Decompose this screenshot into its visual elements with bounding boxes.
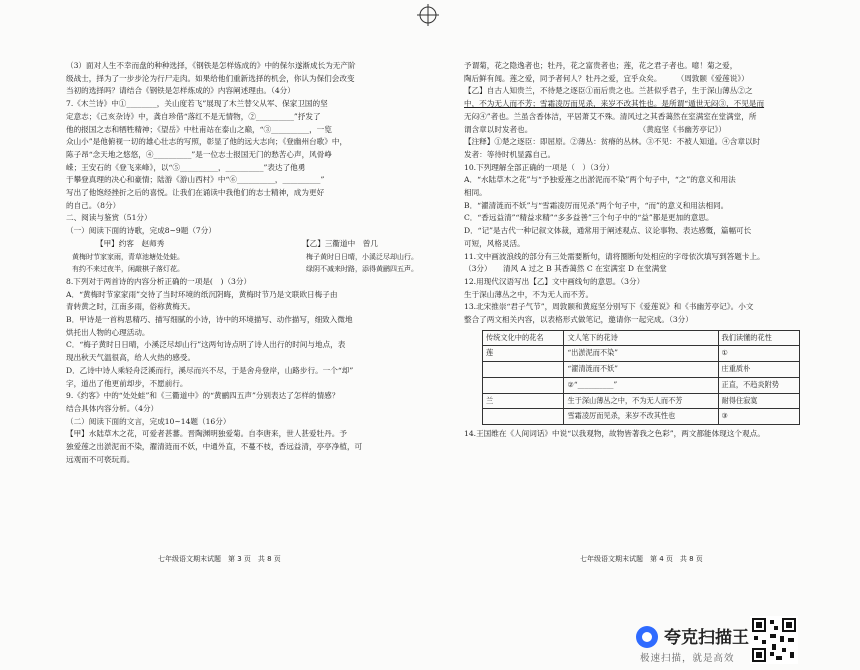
left-lines-block (66, 60, 418, 238)
poem-line: 梅子黄时日日晴，小溪泛尽却山行。 (306, 252, 418, 261)
poem-line: 有约不来过夜半，闲敲棋子落灯花。 (72, 265, 184, 274)
annotation-text: 发者：等待时机显露自己。 (464, 149, 556, 159)
table-cell: 生于深山薄丛之中，不为无人而不芳 (564, 393, 718, 409)
answer-text: 生于深山薄丛之中，不为无人而不芳。 (464, 289, 594, 299)
classical-text: 独爱莲之出淤泥而不染，濯清涟而不妖，中通外直，不蔓不枝，香远益清，亭亭净植，可 (66, 442, 363, 452)
scanner-watermark (636, 619, 860, 667)
poem-title-a: 【甲】约客 赵师秀 (96, 238, 165, 248)
text-line: 写出了他饱经挫折之后的喜悦。让我们在诵读中我他们的志士精神，成为更好 (66, 188, 325, 198)
table-cell: ③ (718, 409, 799, 425)
classical-text: 陶后鲜有闻。莲之爱，同予者何人？牡丹之爱，宜乎众矣。 （周敦颐《爱莲说》） (464, 73, 749, 83)
text-line: 陈子昂“念天地之悠悠，④__________”是一位志士报国无门的愁苦心声，风骨峥 (66, 149, 332, 159)
question-text: 13.北宋推崇“君子气节”，周敦颐和黄庭坚分别写下《爱莲说》和《书幽芳亭记》。小文 (464, 302, 754, 312)
poem-row (66, 251, 418, 264)
text-line: 嵘；王安石的《登飞来峰》，以“⑤__________，__________”表达了他勇 (66, 162, 306, 172)
section-heading: 二、阅读与鉴赏（51分） (66, 213, 152, 223)
poem-title-b: 【乙】三衢道中 曾几 (302, 238, 378, 248)
table-cell: ②“__________” (564, 377, 718, 393)
table-row (483, 393, 800, 409)
table-cell: “濯清涟而不妖” (564, 362, 718, 378)
option-text: D．乙诗中诗人乘轻舟泛溪而行，溪尽而兴不尽，于是舍舟登岸，山路步行。一个“却” (66, 365, 354, 375)
question-text: 结合具体内容分析。（4分） (66, 403, 159, 413)
option-text: 可短，风格灵活。 (464, 238, 525, 248)
question-text: 11.文中画波浪线的部分有三处需要断句，请将圈断句处相应的字母依次填写到答题卡上。 (464, 251, 765, 261)
answer-text: （3分） 清风 A 过之 B 其香蔼然 C 在室满室 D 在堂满堂 (464, 264, 667, 274)
right-lines-block (464, 60, 806, 327)
flower-notes-table (482, 330, 800, 425)
option-text: 现出秋天气温很高，给人火热的感受。 (66, 353, 196, 363)
poem-row (66, 263, 418, 276)
option-text: 字，道出了他更前却步，不愿前行。 (66, 378, 188, 388)
table-cell: 耐得住寂寞 (718, 393, 799, 409)
qr-code-icon (750, 616, 798, 664)
text-line: 定意志；《己亥杂诗》中，龚自珍借“落红不是无情物，②__________”抒发了 (66, 111, 321, 121)
subsection-heading: （一）阅读下面的诗歌，完成8~9题（7分） (66, 226, 216, 236)
option-text: B．甲诗是一首构思精巧、描写细腻的小诗，诗中的环境描写、动作描写，细致入微地 (66, 315, 353, 325)
table-cell: ① (718, 346, 799, 362)
option-text: 相同。 (464, 188, 487, 198)
table-cell: “出淤泥而不染” (564, 346, 718, 362)
table-row (483, 409, 800, 425)
poem-line: 黄梅时节家家雨，青草池塘处处蛙。 (72, 252, 184, 261)
text-line: 于攀登真理的决心和豪情；陆游《游山西村》中“⑥__________，__________” (66, 175, 325, 185)
option-text: C．“梅子黄时日日晴，小溪泛尽却山行”这两句诗点明了诗人出行的时间与地点，表 (66, 340, 346, 350)
table-header-cell: 传统文化中的花名 (483, 330, 564, 346)
left-page-footer: 七年级语文期末试题 第 3 页 共 8 页 (158, 555, 281, 563)
option-text: D．“记”是古代一种记叙文体裁，通常用于阐述观点、议论事物、表达感慨，篇幅可长 (464, 226, 752, 236)
table-cell (483, 377, 564, 393)
subsection-heading: （二）阅读下面的文言，完成10~14题（16分） (66, 416, 231, 426)
classical-text: 【甲】水陆草木之花，可爱者甚蕃。晋陶渊明独爱菊。自李唐来，世人甚爱牡丹。予 (66, 429, 347, 439)
watermark-slogan: 极速扫描，就是高效 (640, 653, 735, 664)
right-page (464, 60, 806, 441)
text-line: 的自己。（8分） (66, 200, 121, 210)
table-row (483, 377, 800, 393)
annotation-text: 【注释】①楚之逐臣：即屈原。②薄丛：贫瘠的丛林。③不见：不被人知道。④含章以时 (464, 137, 761, 147)
table-cell: 庄重质朴 (718, 362, 799, 378)
right-page-footer: 七年级语文期末试题 第 4 页 共 8 页 (580, 555, 703, 563)
classical-text: 无闷④”者也。兰虽含香体洁，平居萧艾不殊。清风过之其香蔼然在室满室在堂满堂，所 (464, 111, 757, 121)
table-cell: 莲 (483, 346, 564, 362)
table-row (483, 362, 800, 378)
text-line: 级战士，择为了一步步沦为行尸走肉。如果给他们重新选择的机会，你认为保们会改变 (66, 73, 355, 83)
question-text: 10.下列理解全部正确的一项是（ ）（3分） (464, 162, 614, 172)
poem-line: 绿阴不减来时路，添得黄鹂四五声。 (306, 265, 418, 274)
text-line: 众山小”是他俯视一切的雄心壮志的写照，彰显了他的远大志向；《登幽州台歌》中， (66, 137, 348, 147)
text-line: 7.《木兰诗》中①________，关山度若飞”展现了木兰替父从军、保家卫国的坚 (66, 99, 328, 109)
option-text: 烘托出人物的心理活动。 (66, 327, 150, 337)
classical-text: 谓含章以时发者也。 （黄庭坚《书幽芳亭记》） (464, 124, 726, 134)
question-text: 整合了两文相关内容，以表格形式做笔记，邀请你一起完成。（3分） (464, 315, 693, 325)
classical-text: 远观而不可亵玩焉。 (66, 454, 135, 464)
question-text: 9.《约客》中的“处处蛙”和《三衢道中》的“黄鹂四五声”分别表达了怎样的情感？ (66, 391, 340, 401)
table-header-cell: 文人笔下的花诗 (564, 330, 718, 346)
table-cell: 雪霜凌厉而见杀，来岁不改其性也 (564, 409, 718, 425)
question-text: 8.下列对于两首诗的内容分析正确的一项是( )（3分） (66, 276, 252, 286)
table-header-row (483, 330, 800, 346)
text-line: 他的报国之志和牺牲精神；《望岳》中杜甫站在泰山之巅，“③__________，一览 (66, 124, 332, 134)
option-text: B．“濯清涟而不妖”与“雪霜凌厉而见杀”两个句子中，“而”的意义和用法相同。 (464, 200, 729, 210)
table-cell (483, 362, 564, 378)
watermark-brand: 夸克扫描王 (664, 628, 749, 648)
classical-text: 中，不为无人而不芳；雪霜凌厉而见杀，来岁不改其性也。是所谓“遁世无闷③，不见是而 (464, 99, 765, 109)
question-text: 14.王国维在《人间词话》中说“以我观物，故物皆著我之色彩”，两文都能体现这个观点。 (464, 428, 765, 438)
question-text: 12.用现代汉语写出【乙】文中画线句的意思。（3分） (464, 276, 645, 286)
classical-text: 【乙】自古人知贵兰，不待楚之逐臣①而后贵之也。兰甚似乎君子，生于深山薄丛②之 (464, 86, 753, 96)
text-line: 当初的选择吗？请结合《钢铁是怎样炼成的》内容阐述理由。（4分） (66, 86, 295, 96)
table-cell (483, 409, 564, 425)
scanner-logo-icon (636, 626, 658, 648)
poem-titles (66, 238, 418, 251)
table-cell: 兰 (483, 393, 564, 409)
text-line: （3）面对人生不幸而盘的种种选择，《钢铁是怎样炼成的》中的保尔遂渐成长为无产阶 (66, 61, 356, 70)
left-lines2-block (66, 276, 418, 467)
table-row (483, 346, 800, 362)
option-text: A．“水陆草木之花”与“予独爱莲之出淤泥而不染”两个句子中，“之”的意义和用法 (464, 175, 736, 185)
table-cell: 正直，不趋炎附势 (718, 377, 799, 393)
option-text: 青转黄之时，江南多雨，俗称黄梅天。 (66, 302, 196, 312)
left-page (66, 60, 418, 467)
registration-mark-icon (417, 4, 439, 26)
table-header-cell: 我们读懂的花性 (718, 330, 799, 346)
option-text: C．“香远益清”“精益求精”“多多益善”三个句子中的“益”都是更加的意思。 (464, 213, 714, 223)
option-text: A．“黄梅时节家家雨”交待了当时环境的纸沉阴晦，黄梅时节乃是文联欧日梅子由 (66, 289, 338, 299)
classical-text: 予谓菊，花之隐逸者也；牡丹，花之富贵者也；莲，花之君子者也。噫！菊之爱， (464, 61, 738, 70)
